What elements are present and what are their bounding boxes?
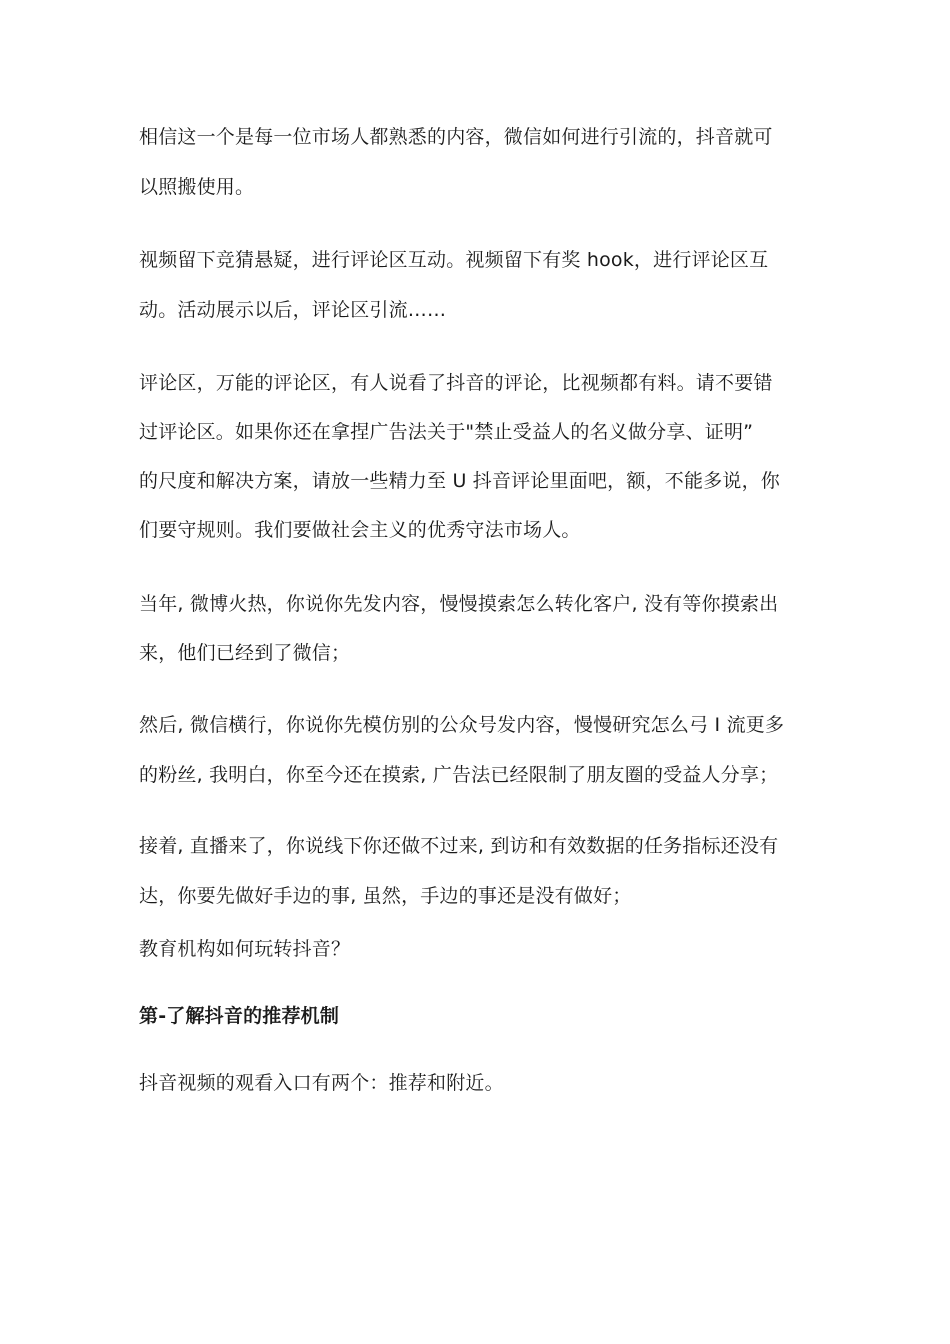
paragraph-3-line-3: 的尺度和解决方案，请放一些精力至 U 抖音评论里面吧，额，不能多说，你 — [139, 470, 780, 492]
paragraph-4-line-1: 当年, 微博火热，你说你先发内容，慢慢摸索怎么转化客户, 没有等你摸索出 — [139, 593, 779, 615]
paragraph-9-line-1: 抖音视频的观看入口有两个：推荐和附近。 — [139, 1072, 504, 1094]
paragraph-3-line-1: 评论区，万能的评论区，有人说看了抖音的评论，比视频都有料。请不要错 — [139, 372, 773, 394]
paragraph-6-line-2: 达，你要先做好手边的事, 虽然，手边的事还是没有做好； — [139, 885, 632, 907]
paragraph-3-line-2: 过评论区。如果你还在拿捏广告法关于"禁止受益人的名义做分享、证明” — [139, 421, 754, 443]
paragraph-4-line-2: 来，他们已经到了微信； — [139, 642, 351, 664]
paragraph-3-line-4: 们要守规则。我们要做社会主义的优秀守法市场人。 — [139, 519, 581, 541]
paragraph-6-line-1: 接着, 直播来了，你说线下你还做不过来, 到访和有效数据的任务指标还没有 — [139, 835, 779, 857]
paragraph-5-line-2: 的粉丝, 我明白，你至今还在摸索, 广告法已经限制了朋友圈的受益人分享； — [139, 764, 779, 786]
paragraph-2-line-2: 动。活动展示以后，评论区引流…… — [139, 299, 447, 321]
paragraph-2-line-1: 视频留下竞猜悬疑，进行评论区互动。视频留下有奖 hook，进行评论区互 — [139, 249, 769, 271]
paragraph-1-line-2: 以照搬使用。 — [139, 176, 255, 198]
paragraph-5-line-1: 然后, 微信横行，你说你先模仿别的公众号发内容，慢慢研究怎么弓 I 流更多 — [139, 714, 785, 736]
paragraph-1-line-1: 相信这一个是每一位市场人都熟悉的内容，微信如何进行引流的，抖音就可 — [139, 126, 773, 148]
section-heading: 第-了解抖音的推荐机制 — [139, 1005, 340, 1027]
paragraph-7-line-1: 教育机构如何玩转抖音？ — [139, 938, 351, 960]
